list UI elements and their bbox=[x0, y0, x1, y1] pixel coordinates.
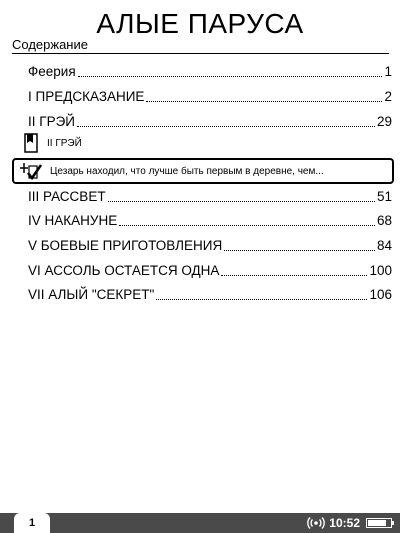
toc-item-label: VI АССОЛЬ ОСТАЕТСЯ ОДНА bbox=[28, 263, 220, 278]
toc-item-chapter-2[interactable] bbox=[28, 111, 392, 133]
leader-dots bbox=[146, 100, 382, 102]
note-text: Цезарь находил, что лучше быть первым в деревне, чем... bbox=[50, 165, 324, 177]
toc-item-chapter-3[interactable] bbox=[28, 186, 392, 208]
leader-dots bbox=[78, 75, 383, 77]
section-label: Содержание bbox=[12, 37, 88, 52]
leader-dots bbox=[77, 125, 375, 127]
bookmark-item[interactable] bbox=[23, 132, 323, 154]
leader-dots bbox=[221, 274, 367, 276]
toc-item-label: I ПРЕДСКАЗАНИЕ bbox=[28, 89, 145, 104]
note-item[interactable] bbox=[12, 158, 394, 184]
toc-item-chapter-5[interactable] bbox=[28, 235, 392, 257]
toc-item-chapter-4[interactable] bbox=[28, 210, 392, 232]
toc-item-page: 1 bbox=[384, 64, 392, 79]
toc-item-feeria[interactable] bbox=[28, 61, 392, 83]
battery-icon bbox=[366, 518, 392, 528]
leader-dots bbox=[224, 249, 375, 251]
leader-dots bbox=[156, 298, 367, 300]
status-indicators bbox=[307, 513, 392, 533]
wifi-icon bbox=[307, 517, 325, 529]
toc-item-label: Феерия bbox=[28, 64, 76, 79]
book-title: АЛЫЕ ПАРУСА bbox=[96, 8, 304, 39]
toc-item-label: III РАССВЕТ bbox=[28, 189, 106, 204]
toc-item-page: 51 bbox=[376, 189, 392, 204]
section-divider bbox=[12, 53, 389, 54]
battery-level bbox=[368, 520, 386, 526]
bookmark-icon bbox=[23, 133, 39, 153]
toc-item-page: 84 bbox=[376, 238, 392, 253]
toc-item-label: VII АЛЫЙ "СЕКРЕТ" bbox=[28, 287, 155, 302]
toc-item-page: 100 bbox=[369, 263, 392, 278]
toc-item-chapter-6[interactable] bbox=[28, 260, 392, 282]
leader-dots bbox=[108, 200, 375, 202]
toc-item-chapter-7[interactable] bbox=[28, 284, 392, 306]
toc-item-page: 68 bbox=[376, 213, 392, 228]
toc-item-page: 106 bbox=[369, 287, 392, 302]
bookmark-label: II ГРЭЙ bbox=[47, 137, 82, 149]
toc-item-label: V БОЕВЫЕ ПРИГОТОВЛЕНИЯ bbox=[28, 238, 223, 253]
page-number-tab[interactable]: 1 bbox=[14, 513, 50, 533]
note-check-icon bbox=[20, 161, 42, 181]
toc-item-page: 29 bbox=[376, 114, 392, 129]
toc-item-label: II ГРЭЙ bbox=[28, 114, 75, 129]
toc-item-label: IV НАКАНУНЕ bbox=[28, 213, 118, 228]
clock: 10:52 bbox=[329, 516, 360, 530]
leader-dots bbox=[119, 224, 375, 226]
toc-item-chapter-1[interactable] bbox=[28, 86, 392, 108]
toc-item-page: 2 bbox=[384, 89, 392, 104]
